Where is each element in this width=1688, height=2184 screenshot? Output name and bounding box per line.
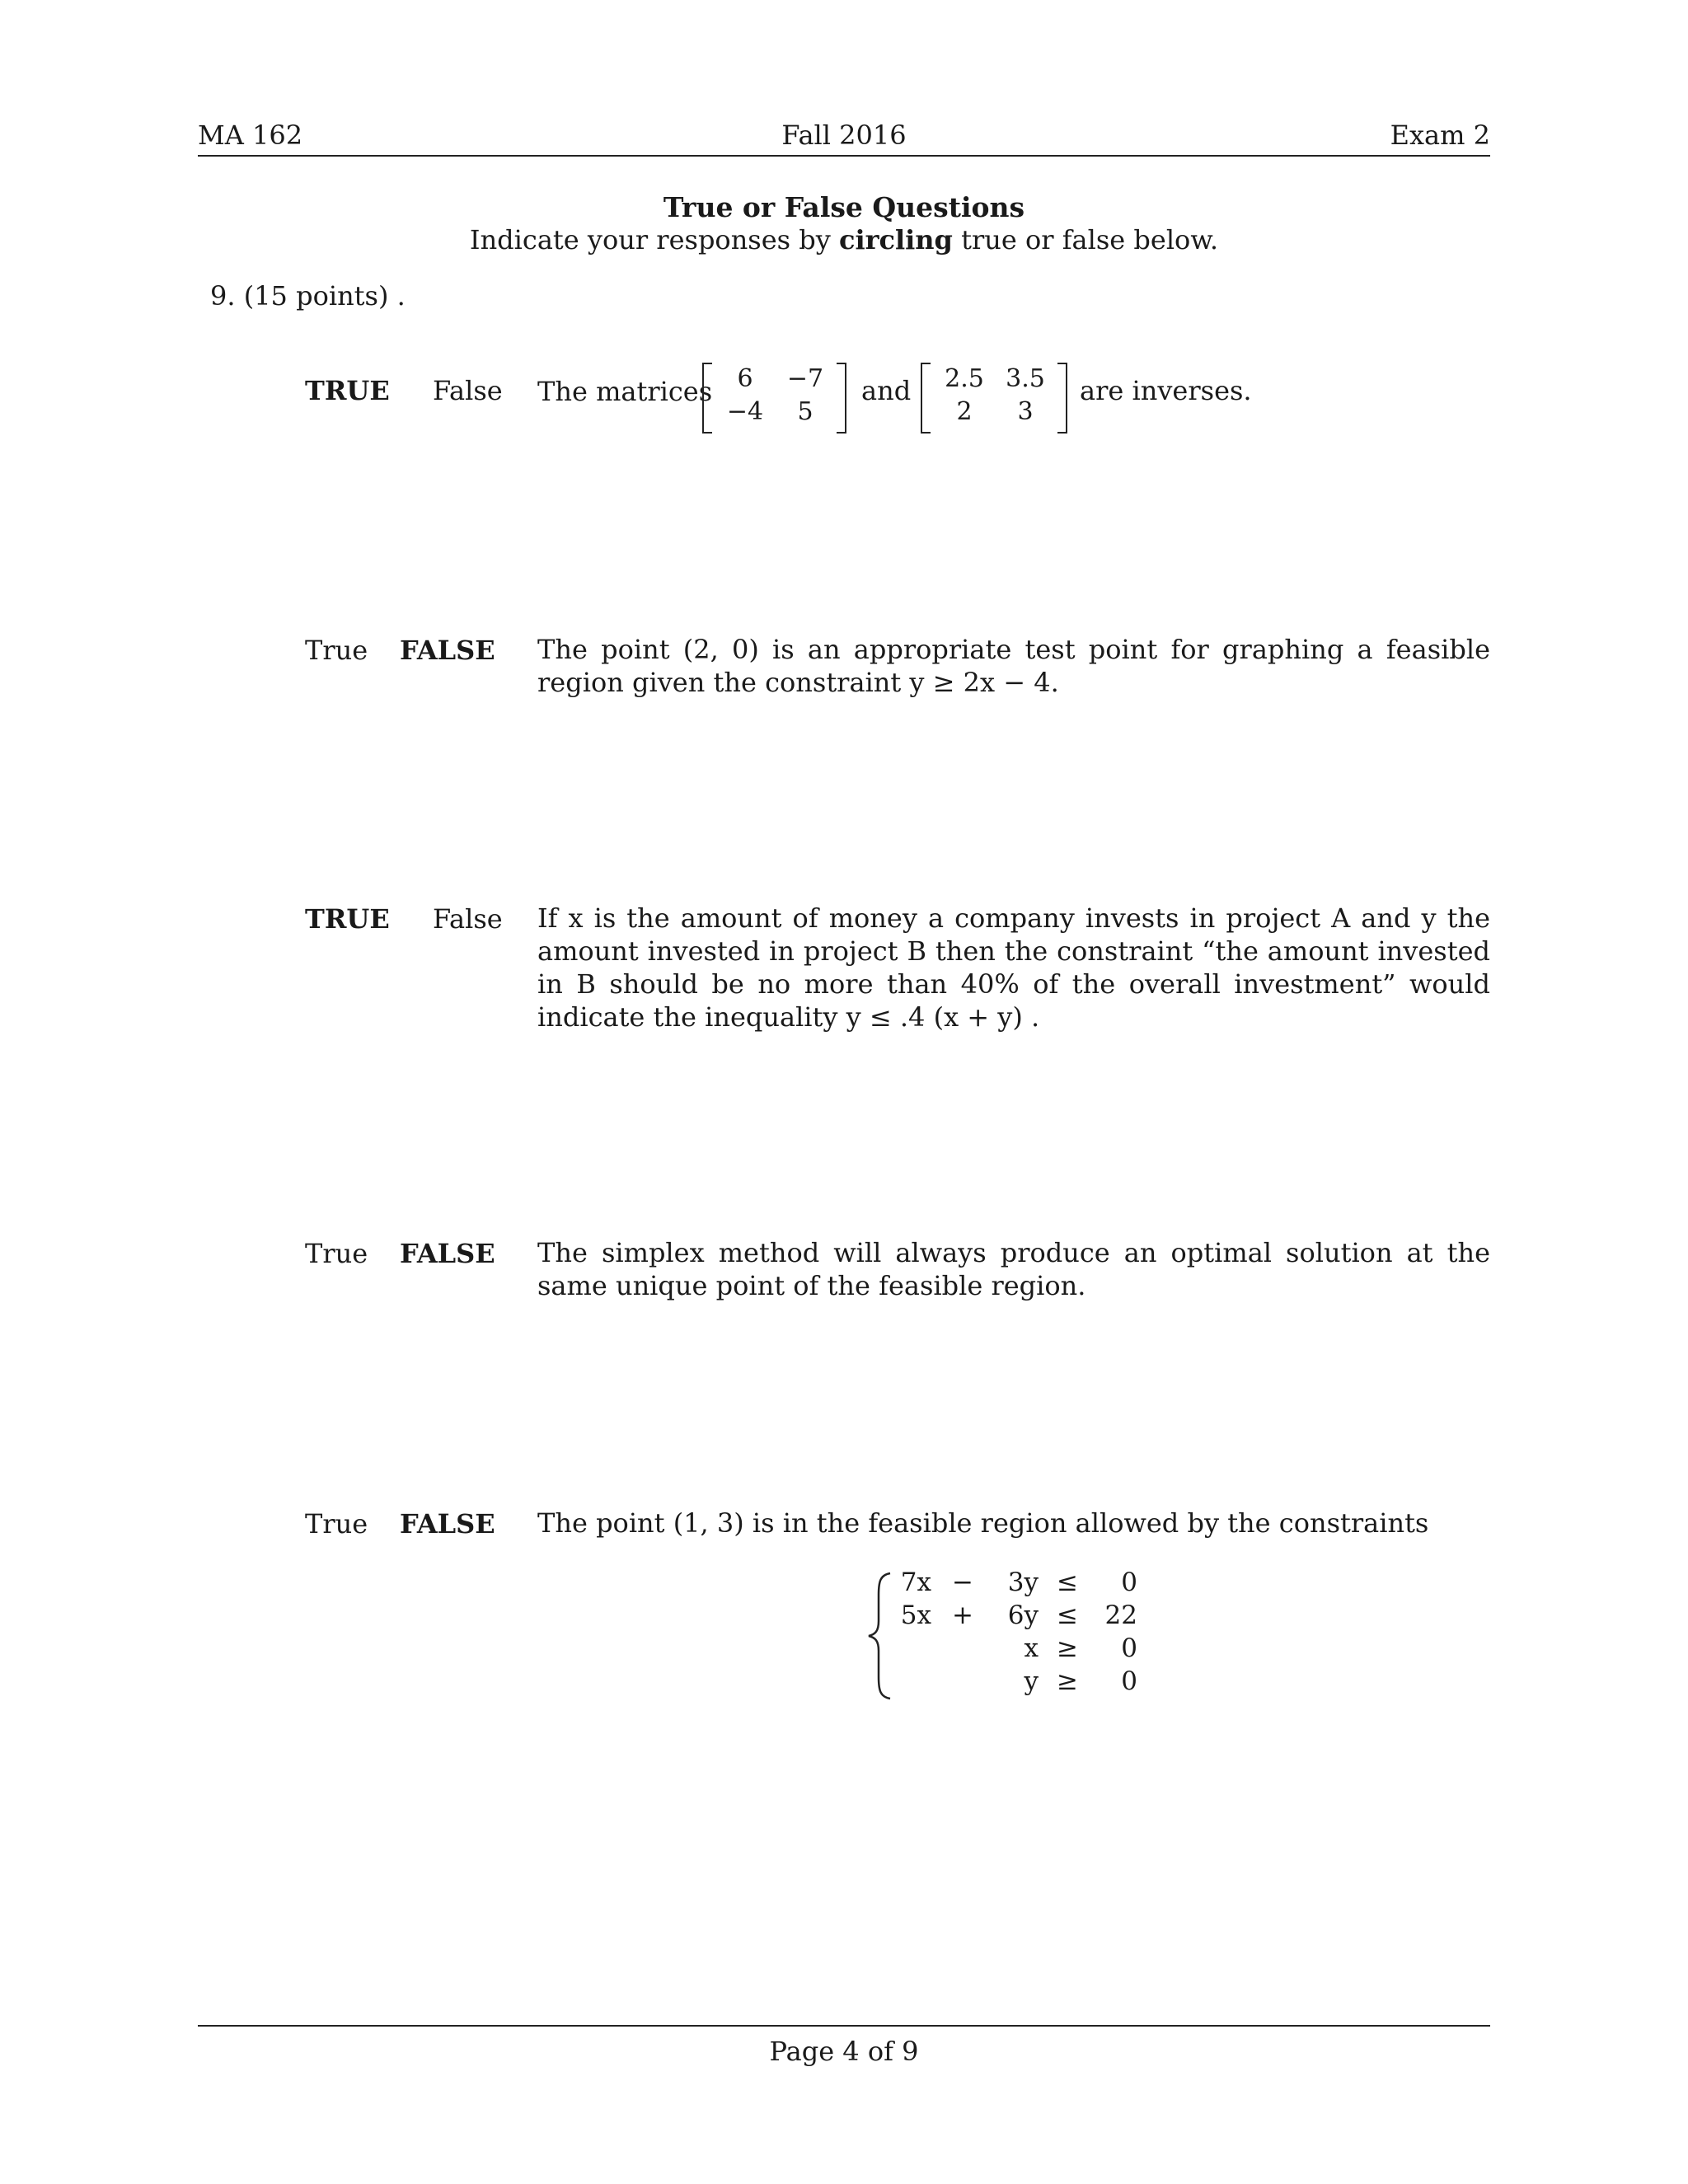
- item3-true-option[interactable]: TRUE: [305, 903, 390, 935]
- matrix-a-cell: 6: [737, 364, 753, 393]
- matrix-a-cell: −4: [726, 397, 764, 426]
- term-label: Fall 2016: [781, 120, 907, 151]
- item5-false-option[interactable]: FALSE: [400, 1508, 495, 1540]
- system-cell: ≤: [1057, 1568, 1078, 1597]
- item2-statement: The point (2, 0) is an appropriate test point for graphing a feasible region given the constraint y ≥ 2x − 4.: [537, 634, 1490, 698]
- question-label: 9. (15 points) .: [210, 280, 406, 312]
- item5-true-option[interactable]: True: [305, 1508, 368, 1540]
- system-cell: x: [1024, 1633, 1039, 1663]
- matrix-b-cell: 3.5: [1006, 364, 1045, 393]
- course-label: MA 162: [198, 120, 303, 151]
- matrix-a-cell: 5: [797, 397, 814, 426]
- item3-statement: If x is the amount of money a company invests in project A and y the amount invested in project B then the constraint “the amount invested in B should be no more than 40% of the overall investment” would indicate the inequality y ≤ .4 (x + y) .: [537, 902, 1490, 1033]
- system-cell: 6y: [1007, 1601, 1039, 1630]
- system-cell: ≥: [1057, 1633, 1078, 1663]
- system-cell: +: [952, 1601, 973, 1630]
- system-cell: y: [1024, 1666, 1039, 1696]
- section-title: True or False Questions: [663, 191, 1025, 223]
- system-cell: ≥: [1057, 1666, 1078, 1696]
- section-instructions: Indicate your responses by circling true or false below.: [469, 224, 1219, 255]
- item1-stmt-post: are inverses.: [1080, 375, 1252, 406]
- exam-label: Exam 2: [1390, 120, 1490, 151]
- item4-statement: The simplex method will always produce an optimal solution at the same unique point of the feasible region.: [537, 1237, 1490, 1301]
- footer-rule: [198, 2025, 1490, 2027]
- system-cell: 22: [1104, 1601, 1137, 1630]
- item4-true-option[interactable]: True: [305, 1238, 368, 1269]
- matrix-b-cell: 3: [1017, 397, 1034, 426]
- item4-false-option[interactable]: FALSE: [400, 1238, 495, 1269]
- item2-false-option[interactable]: FALSE: [400, 635, 495, 666]
- system-cell: 0: [1121, 1568, 1137, 1597]
- matrix-b-cell: 2.5: [945, 364, 984, 393]
- item1-true-option[interactable]: TRUE: [305, 375, 390, 406]
- item3-false-option[interactable]: False: [433, 903, 503, 935]
- matrix-b: [921, 363, 1067, 430]
- header-rule: [198, 155, 1490, 157]
- item5-statement: The point (1, 3) is in the feasible region allowed by the constraints: [537, 1507, 1429, 1539]
- system-cell: ≤: [1057, 1601, 1078, 1630]
- item2-true-option[interactable]: True: [305, 635, 368, 666]
- item1-stmt-mid: and: [861, 375, 912, 406]
- system-cell: 3y: [1007, 1568, 1039, 1597]
- system-cell: 5x: [900, 1601, 931, 1630]
- matrix-a: [702, 363, 846, 430]
- system-cell: 7x: [900, 1568, 931, 1597]
- matrix-b-cell: 2: [956, 397, 973, 426]
- page-number: Page 4 of 9: [769, 2036, 919, 2067]
- system-cell: 0: [1121, 1633, 1137, 1663]
- item1-false-option[interactable]: False: [433, 375, 503, 406]
- matrix-a-cell: −7: [786, 364, 824, 393]
- item1-stmt-pre: The matrices: [537, 376, 713, 407]
- system-cell: 0: [1121, 1666, 1137, 1696]
- system-cell: −: [952, 1568, 973, 1597]
